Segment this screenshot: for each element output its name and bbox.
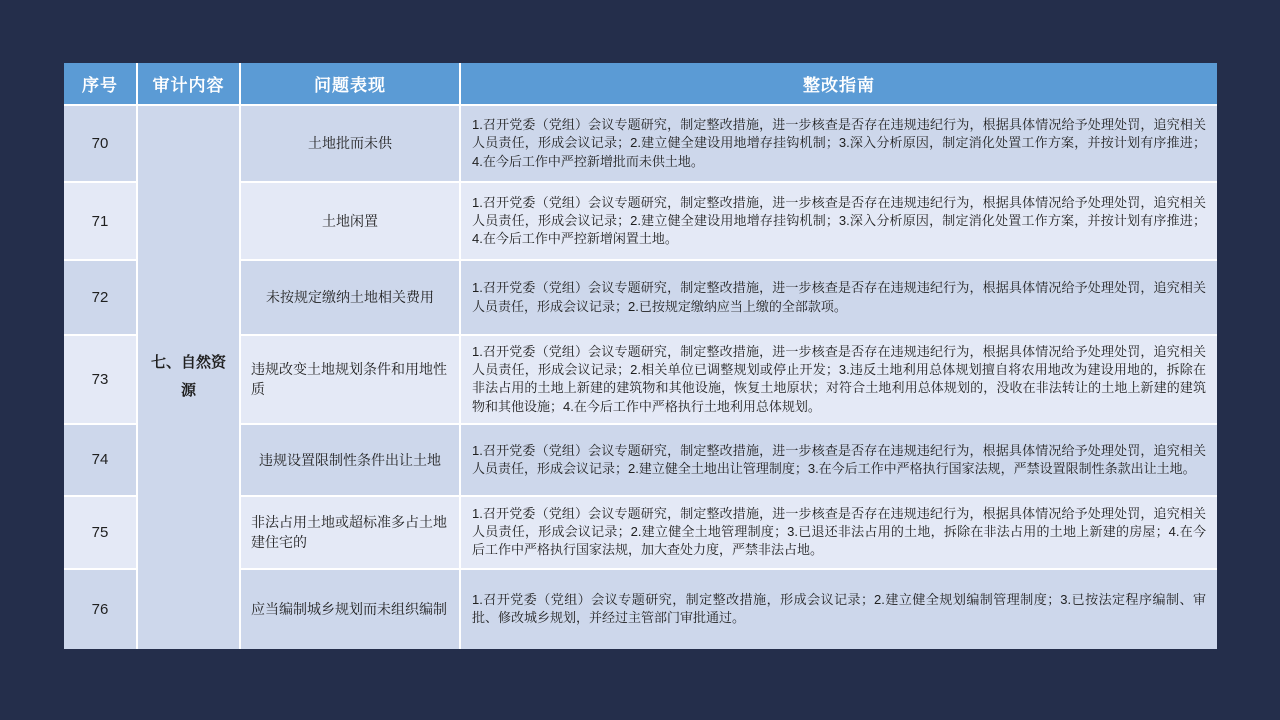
- col-header-guide: 整改指南: [461, 63, 1217, 104]
- seq-cell-70: 70: [64, 106, 136, 181]
- guide-cell-70: [461, 106, 1217, 181]
- seq-cell-74: 74: [64, 425, 136, 495]
- guide-text-75: 1.召开党委（党组）会议专题研究，制定整改措施，进一步核查是否存在违规违纪行为，根据具体情况给予处理处罚，追究相关人员责任，形成会议记录；2.建立健全土地管理制度；3.已退还非法占用的土地，拆除在非法占用的土地上新建的房屋；4.在今后工作中严格执行国家法规，加大查处力度，严禁非法占地。: [472, 505, 1206, 558]
- problem-cell-70: 土地批而未供: [241, 106, 459, 181]
- col-header-problem: 问题表现: [241, 63, 459, 104]
- problem-cell-75: 非法占用土地或超标准多占土地建住宅的: [241, 497, 459, 568]
- col-header-content: 审计内容: [138, 63, 239, 104]
- guide-cell-71: [461, 183, 1217, 259]
- guide-text-72: 1.召开党委（党组）会议专题研究，制定整改措施，进一步核查是否存在违规违纪行为，根据具体情况给予处理处罚，追究相关人员责任，形成会议记录；2.已按规定缴纳应当上缴的全部款项。: [472, 280, 1206, 314]
- problem-cell-76: 应当编制城乡规划而未组织编制: [241, 570, 459, 649]
- col-header-seq: 序号: [64, 63, 136, 104]
- problem-cell-74: 违规设置限制性条件出让土地: [241, 425, 459, 495]
- guide-cell-72: [461, 261, 1217, 334]
- audit-table: [64, 63, 1217, 649]
- problem-cell-73: 违规改变土地规划条件和用地性质: [241, 336, 459, 423]
- category-cell: 七、自然资源: [138, 106, 239, 649]
- guide-cell-76: [461, 570, 1217, 649]
- guide-text-74: 1.召开党委（党组）会议专题研究，制定整改措施，进一步核查是否存在违规违纪行为，根据具体情况给予处理处罚，追究相关人员责任，形成会议记录；2.建立健全土地出让管理制度；3.在今后工作中严格执行国家法规，严禁设置限制性条款出让土地。: [472, 442, 1206, 476]
- guide-cell-73: [461, 336, 1217, 423]
- guide-text-70: 1.召开党委（党组）会议专题研究，制定整改措施，进一步核查是否存在违规违纪行为，根据具体情况给予处理处罚，追究相关人员责任，形成会议记录；2.建立健全建设用地增存挂钩机制；3.深入分析原因，制定消化处置工作方案，并按计划有序推进；4.在今后工作中严控新增批而未供土地。: [472, 117, 1206, 169]
- guide-text-71: 1.召开党委（党组）会议专题研究，制定整改措施，进一步核查是否存在违规违纪行为，根据具体情况给予处理处罚，追究相关人员责任，形成会议记录；2.建立健全建设用地增存挂钩机制；3.深入分析原因，制定消化处置工作方案，并按计划有序推进；4.在今后工作中严控新增闲置土地。: [472, 194, 1206, 247]
- problem-cell-71: 土地闲置: [241, 183, 459, 259]
- seq-cell-76: 76: [64, 570, 136, 649]
- guide-cell-74: [461, 425, 1217, 495]
- seq-cell-73: 73: [64, 336, 136, 423]
- guide-cell-75: [461, 497, 1217, 568]
- seq-cell-75: 75: [64, 497, 136, 568]
- problem-cell-72: 未按规定缴纳土地相关费用: [241, 261, 459, 334]
- guide-text-73: 1.召开党委（党组）会议专题研究，制定整改措施，进一步核查是否存在违规违纪行为，根据具体情况给予处理处罚，追究相关人员责任，形成会议记录；2.相关单位已调整规划或停止开发；3.违反土地利用总体规划擅自将农用地改为建设用地的，拆除在非法占用的土地上新建的建筑物和其他设施，恢复土地原状；对符合土地利用总体规划的，没收在非法转让的土地上新建的建筑物和其他设施；4.在今后工作中严格执行土地利用总体规划。: [472, 344, 1206, 414]
- seq-cell-71: 71: [64, 183, 136, 259]
- seq-cell-72: 72: [64, 261, 136, 334]
- guide-text-76: 1.召开党委（党组）会议专题研究，制定整改措施，形成会议记录；2.建立健全规划编制管理制度；3.已按法定程序编制、审批、修改城乡规划，并经过主管部门审批通过。: [472, 592, 1206, 626]
